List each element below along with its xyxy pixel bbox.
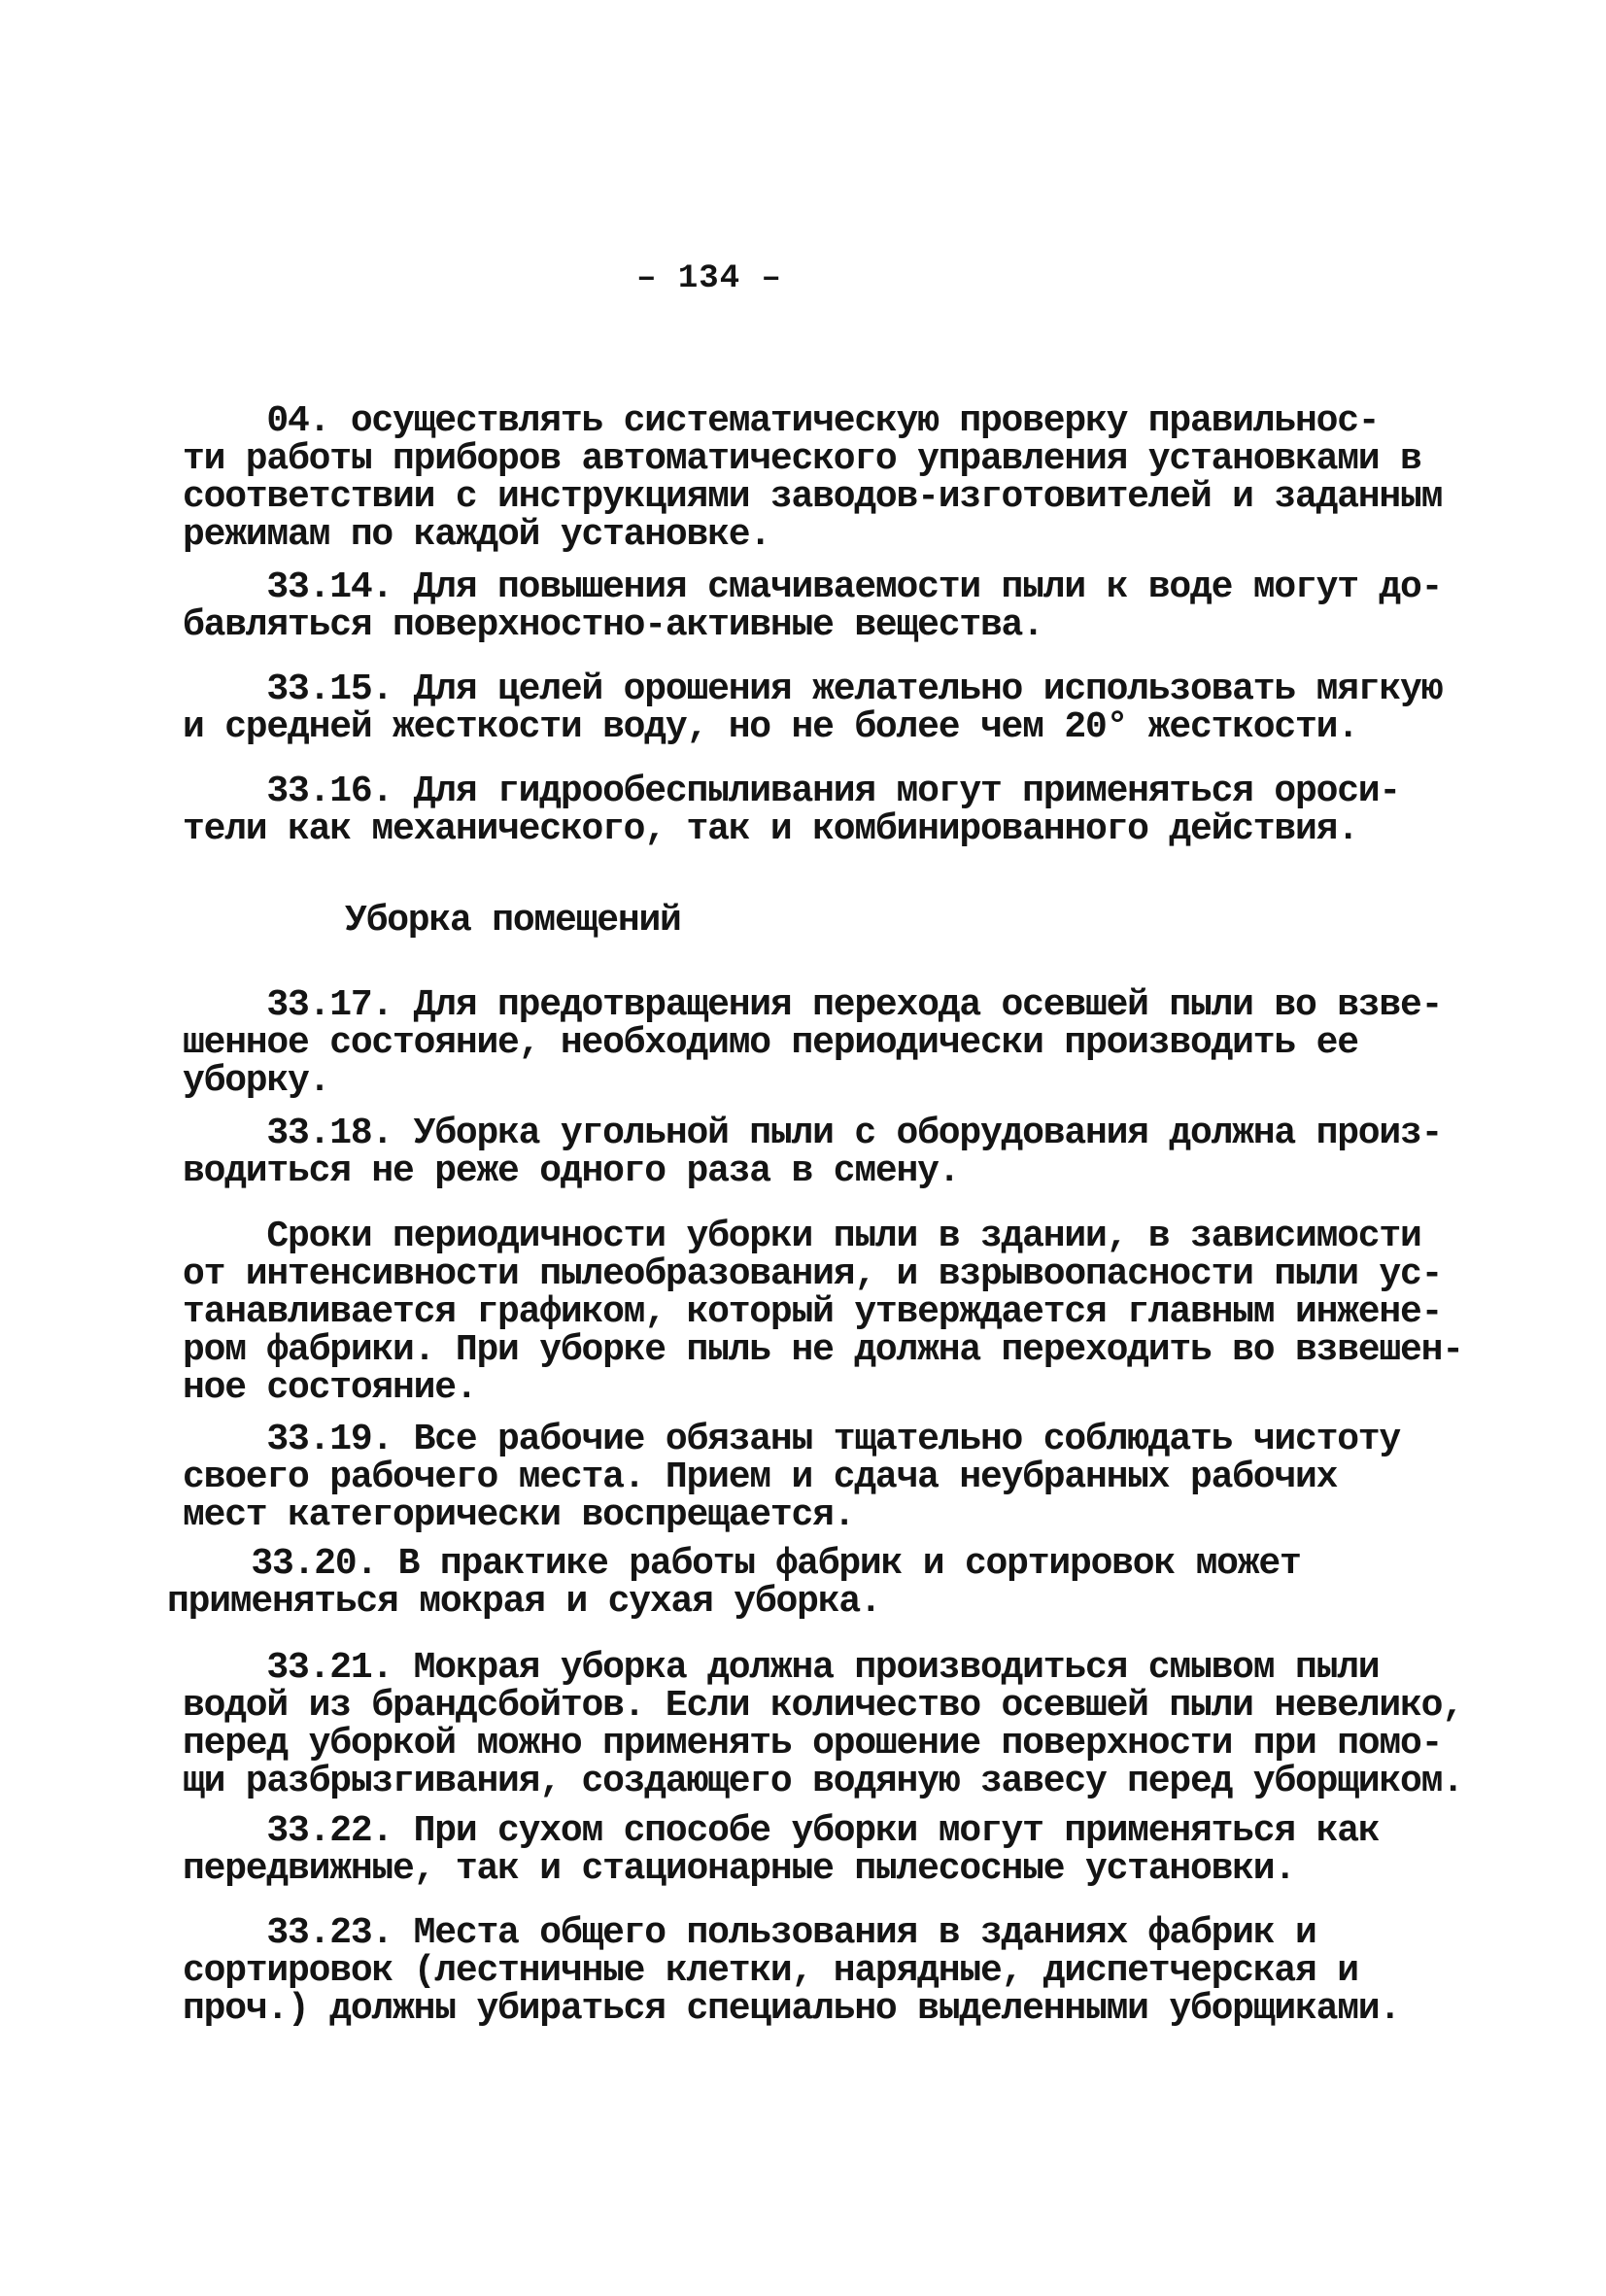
text-line: бавляться поверхностно-активные вещества.	[183, 604, 1043, 646]
text-line: проч.) должны убираться специально выделенными уборщиками.	[183, 1988, 1401, 2030]
text-line: щи разбрызгивания, создающего водяную завесу перед уборщиком.	[183, 1761, 1463, 1802]
text-line: 33.18. Уборка угольной пыли с оборудования должна произ-	[183, 1113, 1443, 1154]
text-line: 33.22. При сухом способе уборки могут применяться как	[183, 1810, 1380, 1852]
text-line: и средней жесткости воду, но не более чем 20° жесткости.	[183, 706, 1358, 748]
paragraph-33-20	[167, 1545, 1301, 1621]
text-line: 04. осуществлять систематическую проверку правильнос-	[183, 400, 1380, 442]
paragraph-33-18	[183, 1114, 1442, 1190]
text-line: ное состояние.	[183, 1367, 477, 1409]
text-line: Сроки периодичности уборки пыли в здании, в зависимости	[183, 1216, 1421, 1257]
text-line: 33.19. Все рабочие обязаны тщательно соблюдать чистоту	[183, 1419, 1401, 1460]
text-line: тели как механического, так и комбинированного действия.	[183, 808, 1358, 850]
paragraph-04	[183, 402, 1442, 554]
text-line: режимам по каждой установке.	[183, 514, 770, 556]
paragraph-33-15	[183, 670, 1442, 746]
text-line: уборку.	[183, 1060, 330, 1102]
text-line: передвижные, так и стационарные пылесосные установки.	[183, 1848, 1295, 1890]
text-line: перед уборкой можно применять орошение поверхности при помо-	[183, 1723, 1443, 1765]
text-line: 33.20. В практике работы фабрик и сортировок может	[167, 1543, 1301, 1585]
text-line: танавливается графиком, который утверждается главным инжене-	[183, 1291, 1443, 1333]
text-line: 33.23. Места общего пользования в зданиях фабрик и	[183, 1912, 1316, 1954]
text-line: сортировок (лестничные клетки, нарядные, диспетчерская и	[183, 1950, 1358, 1992]
text-line: применяться мокрая и сухая уборка.	[167, 1581, 881, 1623]
text-line: 33.16. Для гидрообеспыливания могут применяться ороси-	[183, 771, 1401, 812]
text-line: мест категорически воспрещается.	[183, 1494, 855, 1536]
text-line: 33.14. Для повышения смачиваемости пыли к воде могут до-	[183, 566, 1443, 608]
text-line: 33.21. Мокрая уборка должна производиться смывом пыли	[183, 1647, 1380, 1689]
paragraph-33-19	[183, 1421, 1400, 1534]
text-line: 33.17. Для предотвращения перехода осевшей пыли во взве-	[183, 984, 1443, 1026]
text-line: соответствии с инструкциями заводов-изготовителей и заданным	[183, 476, 1443, 518]
text-line: 33.15. Для целей орошения желательно использовать мягкую	[183, 668, 1443, 710]
text-line: ром фабрики. При уборке пыль не должна переходить во взвешен-	[183, 1329, 1463, 1371]
paragraph-33-16	[183, 772, 1400, 848]
paragraph-33-14	[183, 568, 1442, 644]
paragraph-33-23	[183, 1914, 1400, 2028]
text-line: от интенсивности пылеобразования, и взрывоопасности пыли ус-	[183, 1253, 1443, 1295]
text-line: шенное состояние, необходимо периодически производить ее	[183, 1022, 1358, 1064]
text-line: ти работы приборов автоматического управления установками в	[183, 438, 1421, 480]
text-line: водиться не реже одного раза в смену.	[183, 1150, 960, 1192]
page-number: – 134 –	[636, 260, 782, 297]
paragraph-33-17	[183, 986, 1442, 1100]
paragraph-sroki	[183, 1217, 1463, 1407]
paragraph-33-21	[183, 1649, 1463, 1800]
text-line: водой из брандсбойтов. Если количество осевшей пыли невелико,	[183, 1685, 1463, 1727]
text-line: своего рабочего места. Прием и сдача неубранных рабочих	[183, 1456, 1338, 1498]
section-heading: Уборка помещений	[345, 900, 681, 942]
paragraph-33-22	[183, 1812, 1379, 1888]
